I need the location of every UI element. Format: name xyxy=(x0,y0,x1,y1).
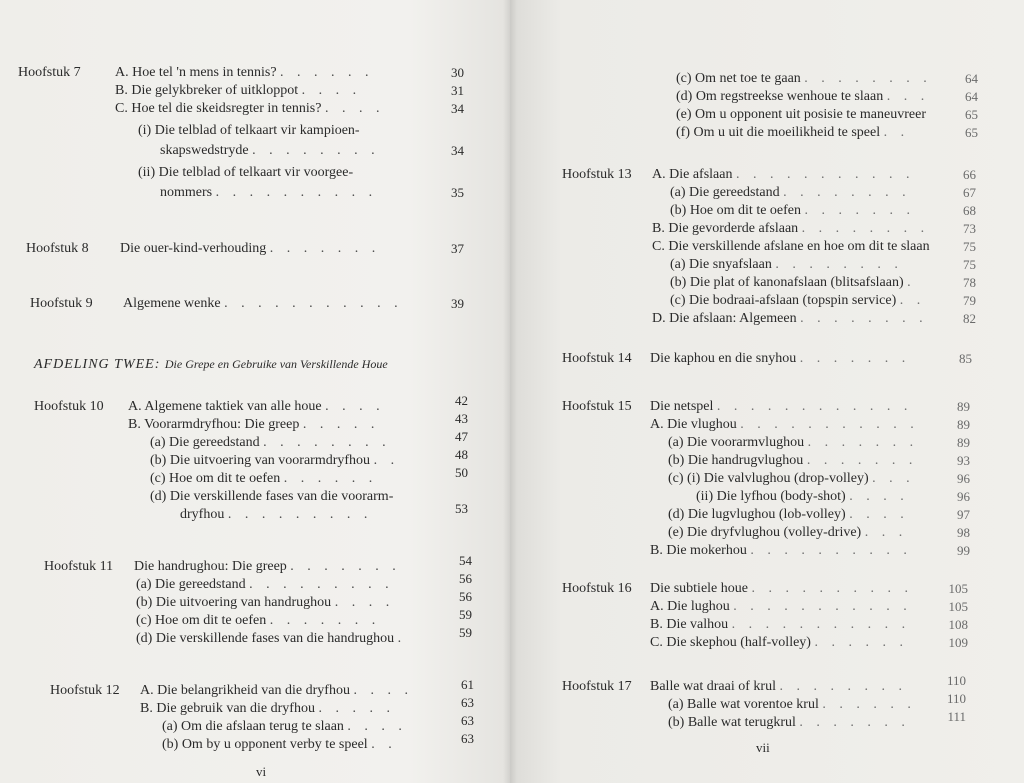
toc-entry: (b) Hoe om dit te oefen . . . . . . . xyxy=(670,203,916,218)
toc-page-number: 96 xyxy=(957,471,970,486)
toc-entry: A. Die vlughou . . . . . . . . . . . xyxy=(650,417,919,432)
chapter-label-13: Hoofstuk 13 xyxy=(562,167,632,182)
toc-entry: (ii) Die telblad of telkaart vir voorgee- xyxy=(138,165,354,180)
toc-entry: Die ouer-kind-verhouding . . . . . . . xyxy=(120,241,381,256)
toc-entry: (b) Die uitvoering van voorarmdryfhou . . xyxy=(150,453,400,468)
chapter-label-10: Hoofstuk 10 xyxy=(34,399,104,414)
toc-entry: (d) Om regstreekse wenhoue te slaan . . . xyxy=(676,89,930,104)
toc-entry: (b) Om by u opponent verby te speel . . xyxy=(162,737,397,752)
toc-entry: A. Algemene taktiek van alle houe . . . . xyxy=(128,399,385,414)
toc-entry: B. Die valhou . . . . . . . . . . . xyxy=(650,617,911,632)
toc-entry: (ii) Die lyfhou (body-shot) . . . . xyxy=(696,489,909,504)
toc-entry: (e) Om u opponent uit posisie te maneuvreer xyxy=(676,107,926,122)
toc-page-number: 39 xyxy=(451,296,464,311)
toc-page-number: 34 xyxy=(451,143,464,158)
toc-page-number: 63 xyxy=(461,731,474,746)
book-gutter xyxy=(503,0,517,783)
toc-entry: (a) Balle wat vorentoe krul . . . . . . xyxy=(668,697,916,712)
toc-entry: B. Die gelykbreker of uitkloppot . . . . xyxy=(115,83,362,98)
toc-page-number: 108 xyxy=(948,617,968,632)
toc-entry: (b) Die uitvoering van handrughou . . . . xyxy=(136,595,395,610)
toc-page-number: 75 xyxy=(963,239,976,254)
toc-entry: Algemene wenke . . . . . . . . . . . xyxy=(123,296,403,311)
toc-page-number: 105 xyxy=(948,581,968,596)
toc-page-number: 67 xyxy=(963,185,976,200)
chapter-label-9: Hoofstuk 9 xyxy=(30,296,93,311)
toc-entry: C. Hoe tel die skeidsregter in tennis? . . . . xyxy=(115,101,385,116)
toc-page-number: 89 xyxy=(957,435,970,450)
toc-entry: dryfhou . . . . . . . . . xyxy=(180,507,373,522)
chapter-label-14: Hoofstuk 14 xyxy=(562,351,632,366)
toc-entry: A. Die afslaan . . . . . . . . . . . xyxy=(652,167,915,182)
toc-page-number: 48 xyxy=(455,447,468,462)
toc-entry: (a) Die gereedstand . . . . . . . . xyxy=(670,185,911,200)
toc-entry: A. Die belangrikheid van die dryfhou . . . . xyxy=(140,683,413,698)
toc-page-number: 96 xyxy=(957,489,970,504)
toc-page-number: 43 xyxy=(455,411,468,426)
toc-page-number: 78 xyxy=(963,275,976,290)
toc-page-number: 68 xyxy=(963,203,976,218)
toc-page-number: 110 xyxy=(946,691,966,706)
toc-entry: (i) Die telblad of telkaart vir kampioen- xyxy=(138,123,360,138)
toc-entry: B. Die gevorderde afslaan . . . . . . . . xyxy=(652,221,930,236)
toc-page-number: 82 xyxy=(963,311,976,326)
chapter-label-12: Hoofstuk 12 xyxy=(50,683,120,698)
toc-entry: B. Die mokerhou . . . . . . . . . . xyxy=(650,543,912,558)
toc-page-number: 85 xyxy=(959,351,972,366)
toc-page-number: 89 xyxy=(957,417,970,432)
toc-page-number: 99 xyxy=(957,543,970,558)
chapter-label-17: Hoofstuk 17 xyxy=(562,679,632,694)
right-page xyxy=(510,0,1024,783)
toc-page-number: 42 xyxy=(455,393,468,408)
toc-entry: (a) Die gereedstand . . . . . . . . . xyxy=(136,577,394,592)
toc-page-number: 79 xyxy=(963,293,976,308)
toc-entry: (a) Die snyafslaan . . . . . . . . xyxy=(670,257,903,272)
toc-entry: (f) Om u uit die moeilikheid te speel . . xyxy=(676,125,910,140)
toc-entry: (c) Om net toe te gaan . . . . . . . . xyxy=(676,71,932,86)
toc-entry: (c) Hoe om dit te oefen . . . . . . . xyxy=(136,613,381,628)
toc-page-number: 63 xyxy=(461,695,474,710)
toc-page-number: 30 xyxy=(451,65,464,80)
toc-page-number: 111 xyxy=(947,709,966,724)
toc-page-number: 34 xyxy=(451,101,464,116)
toc-entry: (d) Die lugvlughou (lob-volley) . . . . xyxy=(668,507,909,522)
toc-page-number: 53 xyxy=(455,501,468,516)
toc-entry: (a) Om die afslaan terug te slaan . . . . xyxy=(162,719,407,734)
toc-page-number: 97 xyxy=(957,507,970,522)
toc-page-number: 59 xyxy=(459,625,472,640)
chapter-label-7: Hoofstuk 7 xyxy=(18,65,81,80)
toc-page-number: 56 xyxy=(459,571,472,586)
toc-page-number: 31 xyxy=(451,83,464,98)
toc-entry: skapswedstryde . . . . . . . . xyxy=(160,143,380,158)
chapter-label-16: Hoofstuk 16 xyxy=(562,581,632,596)
toc-page-number: 89 xyxy=(957,399,970,414)
toc-entry: Die handrughou: Die greep . . . . . . . xyxy=(134,559,401,574)
toc-entry: A. Die lughou . . . . . . . . . . . xyxy=(650,599,912,614)
toc-page-number: 64 xyxy=(965,71,978,86)
toc-entry: (c) Die bodraai-afslaan (topspin service) . . xyxy=(670,293,926,308)
chapter-label-15: Hoofstuk 15 xyxy=(562,399,632,414)
toc-page-number: 65 xyxy=(965,107,978,122)
toc-page-number: 37 xyxy=(451,241,464,256)
toc-entry: (c) (i) Die valvlughou (drop-volley) . . . xyxy=(668,471,915,486)
toc-entry: (b) Balle wat terugkrul . . . . . . . xyxy=(668,715,910,730)
toc-page-number: 47 xyxy=(455,429,468,444)
toc-entry: Die kaphou en die snyhou . . . . . . . xyxy=(650,351,911,366)
toc-page-number: 105 xyxy=(948,599,968,614)
toc-entry: Balle wat draai of krul . . . . . . . . xyxy=(650,679,907,694)
toc-entry: (d) Die verskillende fases van die voorarm- xyxy=(150,489,394,504)
toc-page-number: 59 xyxy=(459,607,472,622)
toc-entry: Die subtiele houe . . . . . . . . . . xyxy=(650,581,913,596)
toc-page-number: 73 xyxy=(963,221,976,236)
toc-entry: (e) Die dryfvlughou (volley-drive) . . . xyxy=(668,525,908,540)
toc-entry: (d) Die verskillende fases van die handrughou . xyxy=(136,631,407,646)
toc-page-number: 56 xyxy=(459,589,472,604)
toc-entry: (a) Die gereedstand . . . . . . . . xyxy=(150,435,391,450)
toc-page-number: 93 xyxy=(957,453,970,468)
toc-entry: (b) Die plat of kanonafslaan (blitsafslaan) . xyxy=(670,275,916,290)
chapter-label-8: Hoofstuk 8 xyxy=(26,241,89,256)
toc-page-number: 64 xyxy=(965,89,978,104)
left-page xyxy=(0,0,510,783)
chapter-label-11: Hoofstuk 11 xyxy=(44,559,114,574)
toc-page-number: 110 xyxy=(946,673,966,688)
toc-page-number: 50 xyxy=(455,465,468,480)
toc-entry: (c) Hoe om dit te oefen . . . . . . xyxy=(150,471,378,486)
page-folio: vii xyxy=(756,740,770,755)
toc-entry: A. Hoe tel 'n mens in tennis? . . . . . . xyxy=(115,65,374,80)
toc-page-number: 66 xyxy=(963,167,976,182)
toc-page-number: 63 xyxy=(461,713,474,728)
toc-entry: nommers . . . . . . . . . . xyxy=(160,185,378,200)
toc-page-number: 75 xyxy=(963,257,976,272)
toc-entry: B. Die gebruik van die dryfhou . . . . . xyxy=(140,701,395,716)
toc-page-number: 61 xyxy=(461,677,474,692)
toc-entry: C. Die skephou (half-volley) . . . . . . xyxy=(650,635,908,650)
toc-page-number: 109 xyxy=(948,635,968,650)
toc-page-number: 35 xyxy=(451,185,464,200)
section-heading: AFDELING TWEE: Die Grepe en Gebruike van Verskillende Houe xyxy=(34,357,388,372)
toc-page-number: 54 xyxy=(459,553,472,568)
toc-page-number: 65 xyxy=(965,125,978,140)
toc-entry: B. Voorarmdryfhou: Die greep . . . . . xyxy=(128,417,380,432)
toc-page-number: 98 xyxy=(957,525,970,540)
toc-entry: (b) Die handrugvlughou . . . . . . . xyxy=(668,453,918,468)
toc-entry: D. Die afslaan: Algemeen . . . . . . . . xyxy=(652,311,928,326)
page-folio: vi xyxy=(256,764,267,779)
toc-entry: (a) Die voorarmvlughou . . . . . . . xyxy=(668,435,919,450)
toc-entry: C. Die verskillende afslane en hoe om dit te slaan xyxy=(652,239,930,254)
toc-entry: Die netspel . . . . . . . . . . . . xyxy=(650,399,913,414)
